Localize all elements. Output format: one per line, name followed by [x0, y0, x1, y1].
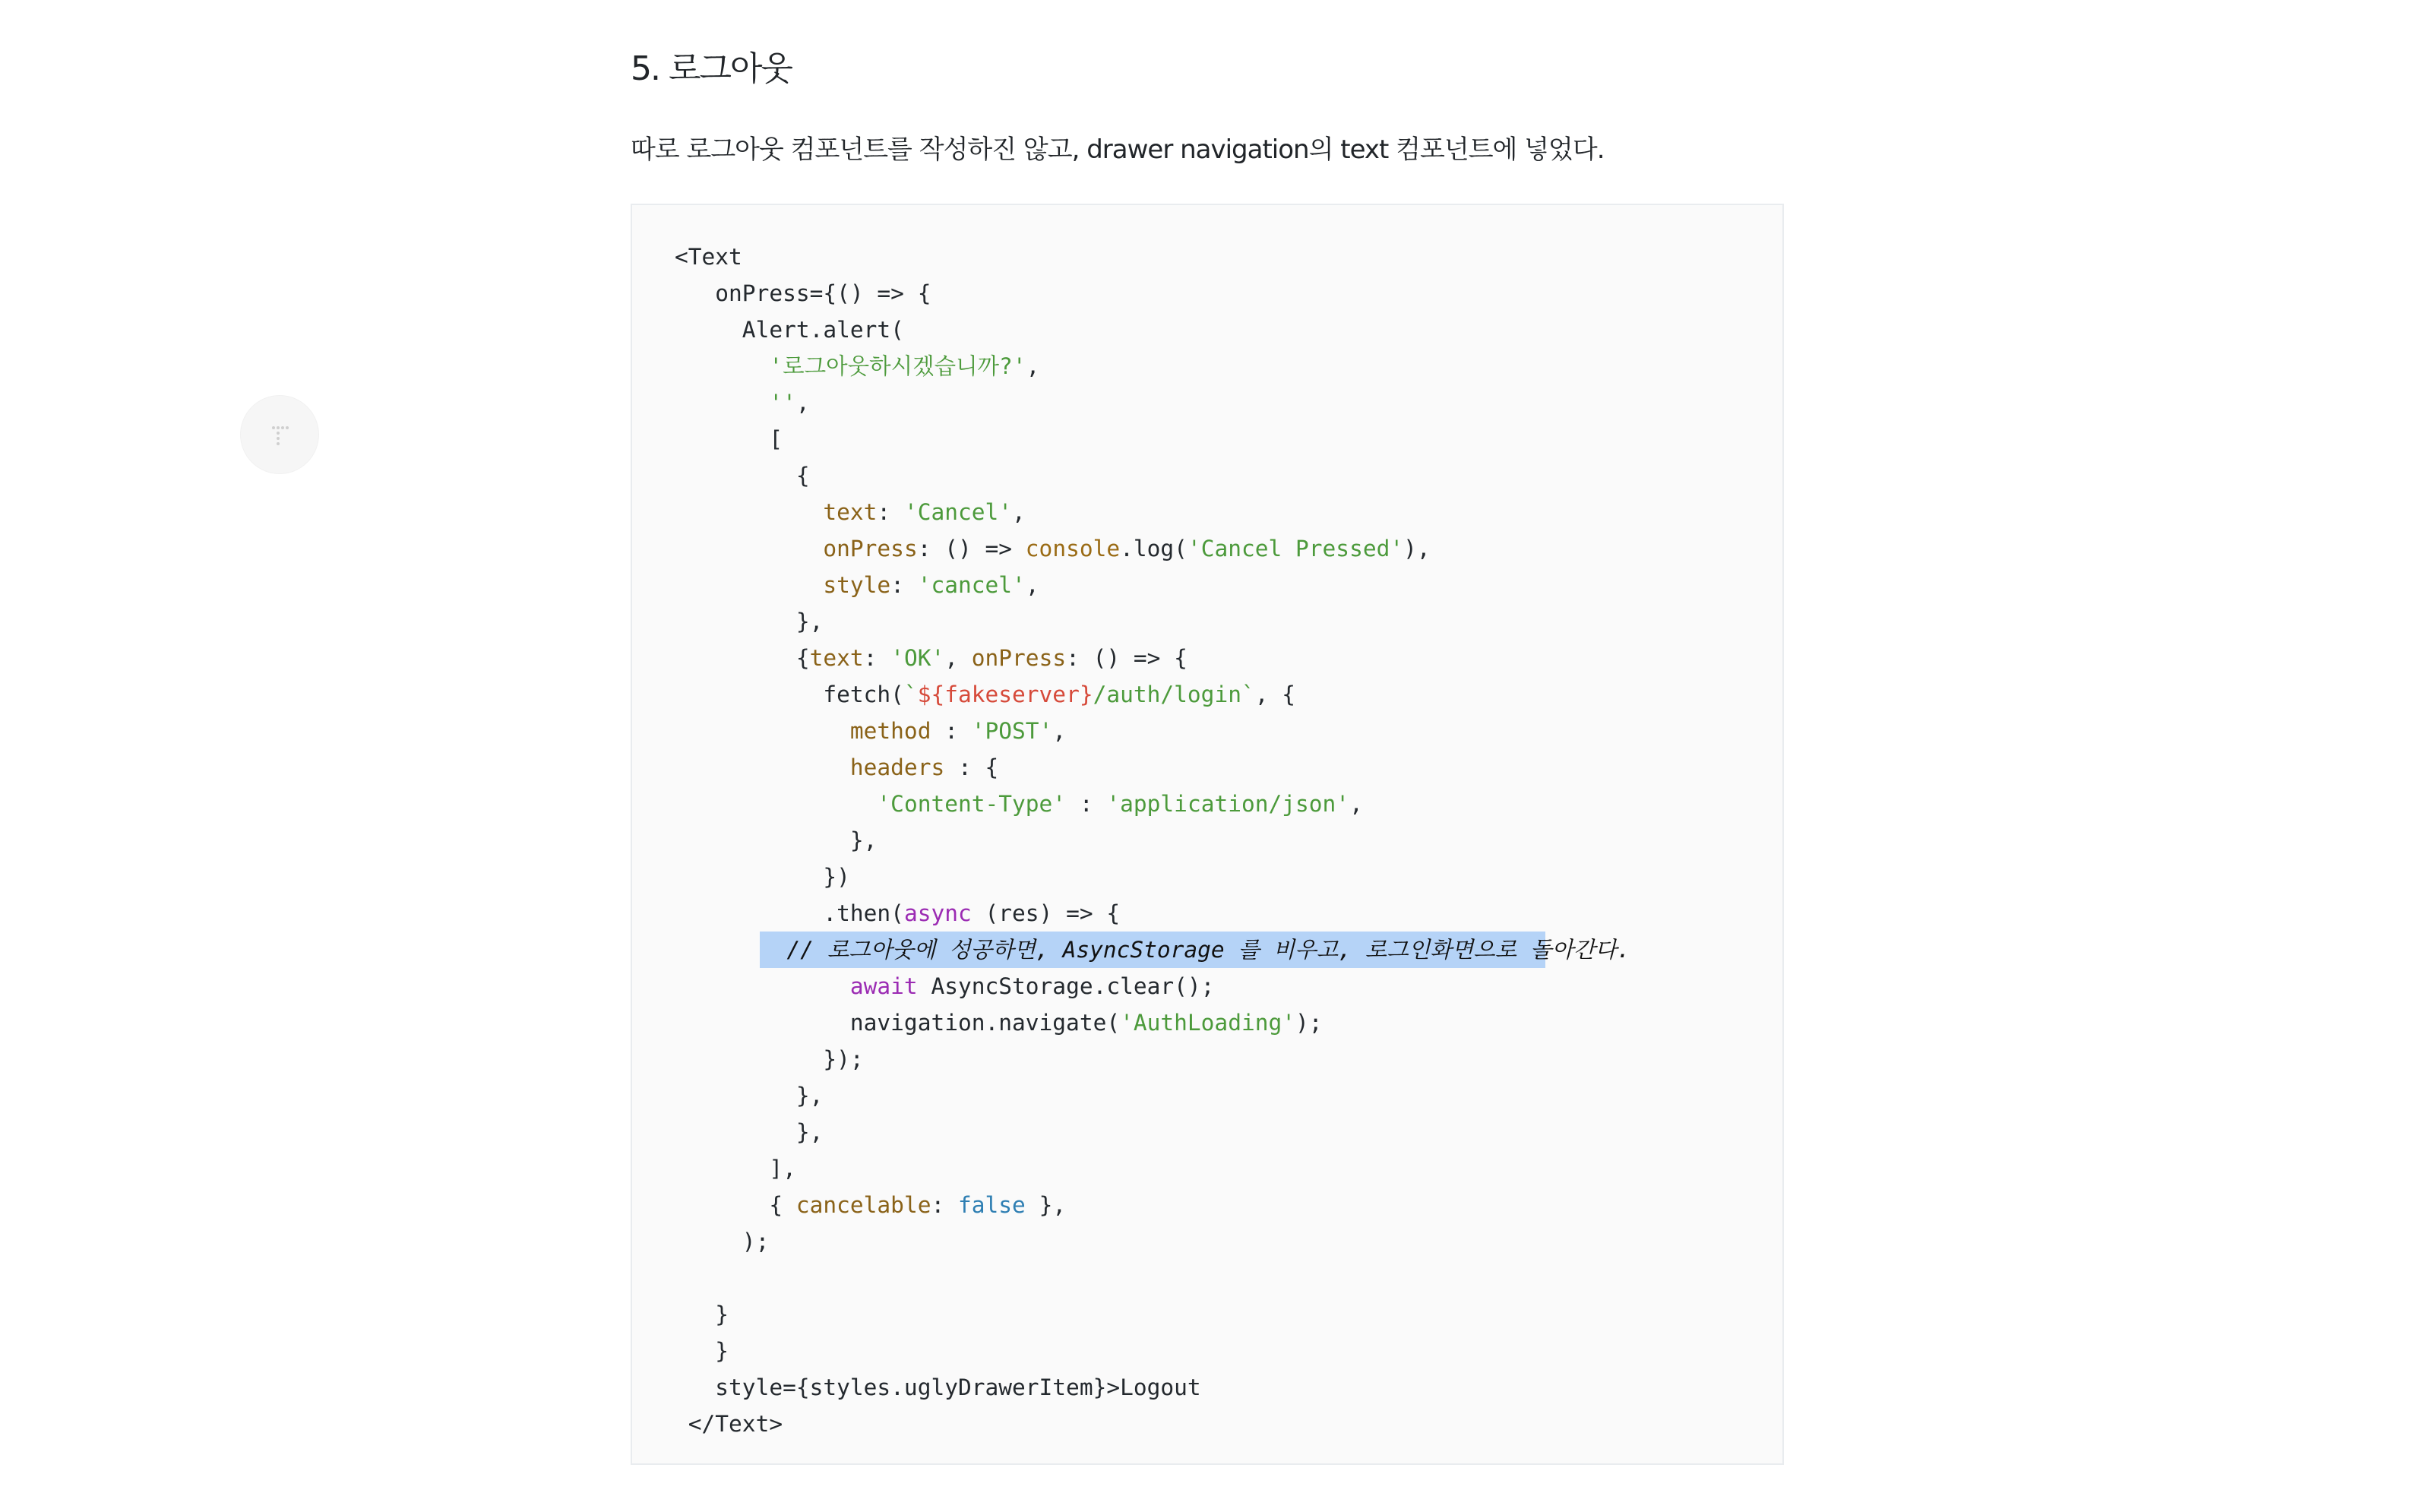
- code-line: });: [675, 1046, 864, 1072]
- code-line: },: [675, 1119, 824, 1145]
- code-content: [675, 239, 1630, 1442]
- code-line: onPress={() => {: [675, 280, 931, 306]
- code-block: [631, 204, 1784, 1465]
- code-line: fetch(`${fakeserver}/auth/login`, {: [675, 682, 1296, 707]
- code-line: }): [675, 864, 850, 890]
- code-line: style: 'cancel',: [823, 572, 1039, 598]
- drag-handle-button[interactable]: [240, 395, 319, 474]
- code-line: ],: [675, 1156, 796, 1181]
- section-heading: 5. 로그아웃: [631, 49, 792, 88]
- code-line: '',: [769, 390, 810, 416]
- code-line: }: [675, 1338, 729, 1364]
- code-line: headers : {: [849, 754, 999, 780]
- code-line: </Text>: [675, 1411, 783, 1437]
- intro-paragraph: 따로 로그아웃 컴포넌트를 작성하진 않고, drawer navigation의 text 컴포넌트에 넣었다.: [631, 134, 1605, 165]
- code-line: style={styles.uglyDrawerItem}>Logout: [675, 1374, 1201, 1400]
- code-line: onPress: () => console.log('Cancel Pressed'),: [823, 536, 1431, 561]
- code-line: Alert.alert(: [675, 317, 904, 343]
- code-line: },: [675, 827, 878, 853]
- code-line: },: [675, 609, 824, 634]
- code-line: {: [675, 463, 810, 489]
- code-comment-line: // 로그아웃에 성공하면, AsyncStorage 를 비우고, 로그인화면으로 돌아간다.: [760, 932, 1545, 968]
- code-line: 'Content-Type' : 'application/json',: [877, 791, 1363, 817]
- code-line: [675, 1260, 1545, 1296]
- code-line: method : 'POST',: [849, 718, 1067, 744]
- code-line: }: [675, 1302, 729, 1327]
- code-line: {text: 'OK', onPress: () => {: [675, 645, 1188, 671]
- code-line: { cancelable: false },: [675, 1192, 1067, 1218]
- code-line: '로그아웃하시겠습니까?',: [769, 353, 1040, 379]
- code-line: );: [675, 1229, 770, 1254]
- code-line: text: 'Cancel',: [823, 499, 1026, 525]
- code-line: await AsyncStorage.clear();: [849, 973, 1215, 999]
- drag-handle-icon: [268, 423, 291, 446]
- code-line: <Text: [675, 244, 742, 270]
- code-line: [: [675, 426, 783, 452]
- code-line: navigation.navigate('AuthLoading');: [675, 1010, 1323, 1036]
- code-line: },: [675, 1083, 824, 1109]
- code-line: .then(async (res) => {: [675, 900, 1121, 926]
